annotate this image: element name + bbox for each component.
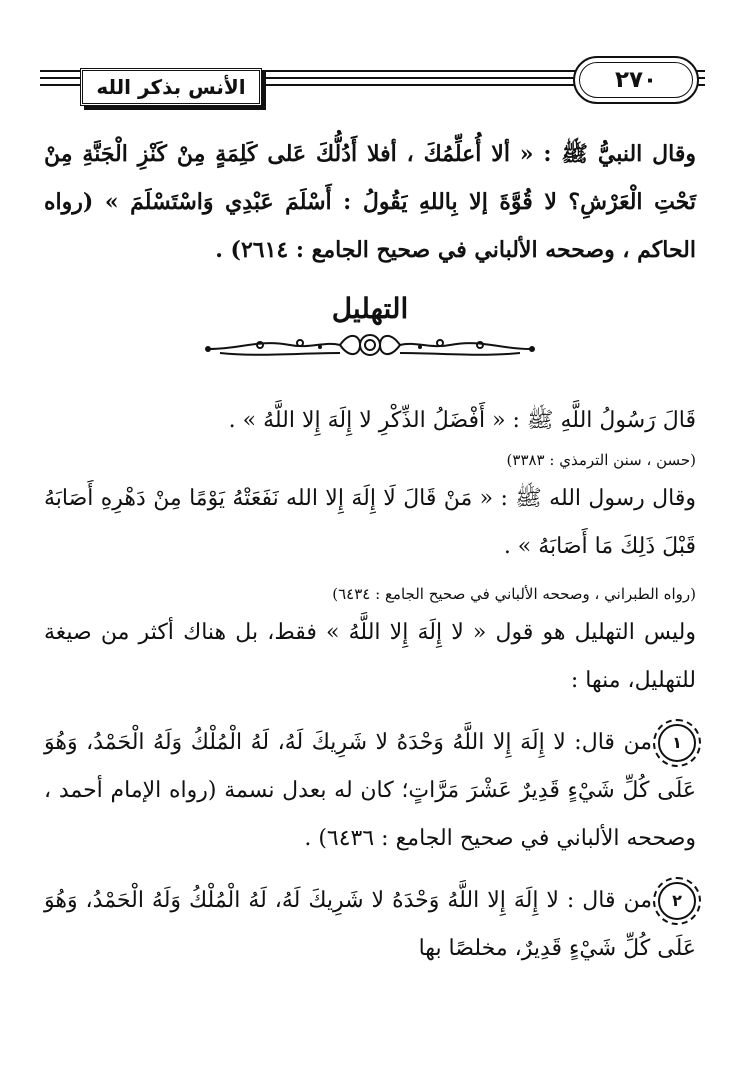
hadith-paragraph: وقال النبيُّ ﷺ : « ألا أُعلِّمُكَ ، أفلا أَدُلُّكَ عَلى كَلِمَةٍ مِنْ كَنْزِ الْجَنَّةِ مِنْ تَحْتِ الْعَرْشِ؟ لا قُوَّةَ إلا بِاللهِ يَقُولُ : أَسْلَمَ عَبْدِي وَاسْتَسْلَمَ » (رواه الحاكم ، وصححه الألباني في صحيح الجامع : ٢٦١٤) . — [44, 141, 696, 263]
list-item — [44, 719, 696, 863]
hadith-paragraph: وقال رسول الله ﷺ : « مَنْ قَالَ لَا إِلَهَ إِلا الله نَفَعَتْهُ يَوْمًا مِنْ دَهْرِهِ أَصَابَهُ قَبْلَ ذَلِكَ مَا أَصَابَهُ » . — [44, 486, 696, 559]
section-title: التهليل — [331, 292, 409, 325]
book-title: الأنس بذكر الله — [80, 68, 262, 106]
number-badge-icon: ١ — [658, 724, 696, 762]
ornament-divider-icon — [200, 327, 540, 361]
list-item — [44, 877, 696, 973]
hadith-reference: (حسن ، سنن الترمذي : ٣٣٨٣) — [506, 451, 696, 469]
list-item-text: من قال: لا إِلَهَ إِلا اللَّهُ وَحْدَهُ لا شَرِيكَ لَهُ، لَهُ الْمُلْكُ وَلَهُ الْحَمْدُ، وَهُوَ عَلَى كُلِّ شَيْءٍ قَدِيرٌ عَشْرَ مَرَّاتٍ؛ كان له بعدل نسمة (رواه الإمام أحمد ، وصححه الألباني في صحيح الجامع : ٦٤٣٦) . — [44, 730, 696, 851]
number-badge-icon: ٢ — [658, 882, 696, 920]
hadith-paragraph: قَالَ رَسُولُ اللَّهِ ﷺ : « أَفْضَلُ الذِّكْرِ لا إِلَهَ إِلا اللَّهُ » . — [228, 408, 696, 433]
hadith-reference: (رواه الطبراني ، وصححه الألباني في صحيح الجامع : ٦٤٣٤) — [332, 585, 696, 603]
page-number: ٢٧٠ — [573, 56, 699, 104]
page-content — [44, 130, 696, 973]
body-paragraph: وليس التهليل هو قول « لا إِلَهَ إِلا اللَّهُ » فقط، بل هناك أكثر من صيغة للتهليل، منها : — [44, 620, 696, 693]
list-item-text: من قال : لا إِلَهَ إِلا اللَّهُ وَحْدَهُ لا شَرِيكَ لَهُ، لَهُ الْمُلْكُ وَلَهُ الْحَمْدُ، وَهُوَ عَلَى كُلِّ شَيْءٍ قَدِيرٌ، مخلصًا بها — [44, 888, 696, 961]
page-header — [40, 52, 705, 112]
